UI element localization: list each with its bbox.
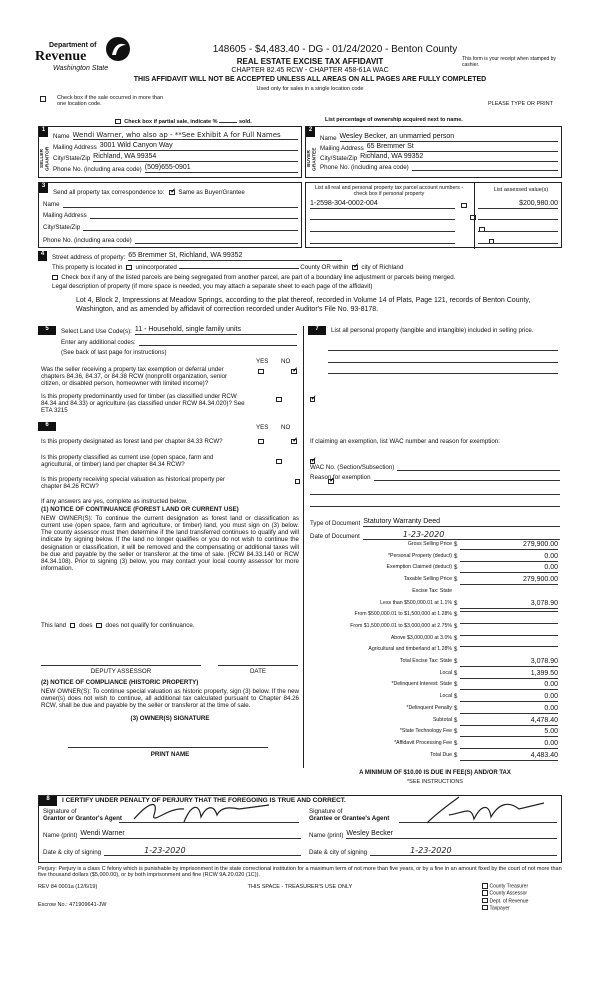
grantor-name-row: [43, 830, 301, 839]
buyer-address-row: [320, 143, 558, 152]
corr-phone-row: [43, 237, 298, 244]
tax-row-value[interactable]: 0.00: [460, 693, 558, 702]
tax-row-value[interactable]: [460, 646, 558, 647]
buyer-city-field[interactable]: Richland, WA 99352: [360, 153, 558, 162]
seller-address-label: Mailing Address: [53, 143, 97, 151]
grantee-sig-label-2: Grantee or Grantee's Agent: [309, 815, 390, 823]
additional-codes-field[interactable]: [139, 340, 297, 346]
seller-side-label: SELLER GRANTOR: [40, 146, 51, 172]
s5-q1-yes-checkbox[interactable]: [258, 369, 264, 375]
tax-row-dollar: $: [454, 635, 458, 642]
segregated-row: [52, 274, 557, 281]
reason-line-2[interactable]: [310, 489, 560, 495]
s5-no-header: NO: [281, 358, 291, 365]
buyer-city-row: [320, 153, 558, 162]
additional-codes-label: Enter any additional codes:: [61, 339, 136, 346]
personal-property-line-2[interactable]: [328, 357, 558, 363]
tax-row-label: Total Due: [430, 751, 452, 758]
grantee-name-row: [309, 830, 557, 839]
grantor-date-label: Date & city of signing: [43, 849, 102, 857]
section-4-number: 4: [38, 251, 47, 261]
tax-row-dollar: $: [454, 647, 458, 654]
seller-section: [38, 126, 302, 178]
tax-row-label: Less than $500,000.01 at 1.1%: [380, 599, 452, 606]
assessed-line-2[interactable]: [478, 214, 558, 220]
corr-name-row: [43, 201, 298, 208]
buyer-side-label: BUYER GRANTEE: [307, 147, 318, 171]
corr-address-row: [43, 212, 298, 219]
assessed-line-4[interactable]: [478, 238, 558, 244]
parcel-number-field[interactable]: 1-2598-304-0002-004: [310, 200, 455, 209]
multi-location-checkbox[interactable]: [40, 96, 46, 102]
grantee-signature-icon: [419, 793, 549, 827]
segregated-checkbox[interactable]: [52, 275, 58, 281]
buyer-phone-field[interactable]: [412, 170, 558, 171]
seller-city-row: [53, 153, 298, 162]
tax-row-label: Local: [439, 693, 452, 700]
s6-q1-no-checkbox[interactable]: [291, 439, 297, 445]
tax-row-dollar: $: [454, 542, 458, 548]
notice1-text: NEW OWNER(S): To continue the current designation as forest land or classification as current use (open space, farm and agriculture, or timber) land, you must sign on (3) below. The county assessor must then determine if the land transferred continues to qualify and will indicate by signing below. If the land no longer qualifies or you do not wish to continue the designation or classification, it will be removed and the compensating or additional taxes will be due and payable by the seller or transferor at the time of sale. (RCW 84.33.140 or RCW 84.34.108). Prior to signing (3) below, you may contact your local county assessor for more information.: [41, 515, 299, 572]
if-yes-note: If any answers are yes, complete as instructed below.: [41, 498, 188, 505]
land-does-checkbox[interactable]: [70, 623, 76, 629]
wac-row: [310, 464, 560, 471]
grantor-signature-icon: [129, 797, 279, 827]
personal-property-line-1[interactable]: [328, 345, 558, 351]
assessor-date-line[interactable]: [218, 660, 298, 666]
partial-sale-label: Check box if partial sale, indicate %: [124, 119, 218, 125]
tax-row-value[interactable]: 4,483.40: [460, 752, 558, 761]
seller-address-row: [53, 142, 298, 151]
corr-address-field[interactable]: [90, 213, 298, 219]
buyer-address-field[interactable]: 65 Bremmer St: [367, 143, 558, 152]
s6-question-3: Is this property receiving special valuation as historical property per chapter 84.26 RCW?: [41, 476, 225, 491]
grantee-sig-label-1: Signature of: [309, 808, 343, 815]
tax-row-value[interactable]: 279,900.00: [460, 576, 558, 585]
tax-row-dollar: $: [454, 659, 458, 665]
land-use-field[interactable]: 11 - Household, single family units: [135, 326, 297, 335]
parcel-header: List all real and personal property tax parcel account numbers - check box if personal property: [314, 185, 464, 198]
notice2-text: NEW OWNER(S): To continue special valuation as historic property, sign (3) below. If the new owner(s) does not wish to continue, all additional tax calculated pursuant to Chapter 84.26 RCW, shall be due and payable by the seller or transferor at the time of sale.: [41, 688, 299, 710]
property-section: [38, 251, 562, 323]
partial-sale-pct-field[interactable]: [219, 117, 237, 123]
tax-row-label: Exemption Claimed (deduct): [386, 564, 452, 571]
grantor-signature-line[interactable]: [119, 815, 299, 823]
corr-phone-field[interactable]: [135, 238, 298, 244]
form-warning: THIS AFFIDAVIT WILL NOT BE ACCEPTED UNLESS ALL AREAS ON ALL PAGES ARE FULLY COMPLETED: [133, 76, 487, 83]
tax-row-dollar: $: [454, 600, 458, 607]
exemption-label: If claiming an exemption, list WAC number and reason for exemption:: [310, 438, 500, 445]
seller-name-label: Name: [53, 132, 70, 140]
tax-row-dollar: $: [454, 553, 458, 560]
grantee-sig-label: [309, 808, 389, 822]
personal-property-line-3[interactable]: [328, 368, 558, 374]
city-checkbox[interactable]: [352, 265, 358, 271]
buyer-name-field[interactable]: Wesley Becker, an unmarried person: [340, 133, 558, 142]
location-row: [52, 263, 552, 271]
tax-row-label: Agricultural and timberland at 1.28%: [368, 646, 452, 653]
county-or-within: County OR within: [300, 264, 349, 271]
agency-line3: Washington State: [53, 65, 109, 72]
additional-codes-row: [61, 339, 297, 346]
this-land-label: This land: [41, 622, 67, 629]
s5-question-1: Was the seller receiving a property tax exemption or deferral under chapters 84.36, 84.37, or 84.38 RCW (nonprofit organization, senior citizen, or disabled person, homeowner with limited income)?: [41, 366, 228, 388]
s6-no-header: NO: [281, 424, 291, 431]
tax-row-dollar: $: [454, 565, 458, 572]
legal-description-text: Lot 4, Block 2, Impressions at Meadow Springs, according to the plat thereof, recorded in Volume 14 of Plats, Page 121, records of Benton County, Washington, and as amended by affidavit of correction recorded under Auditor's File No. 93-8178.: [76, 297, 531, 314]
buyer-phone-row: [320, 164, 558, 171]
tax-row-label: *State Technology Fee: [399, 728, 452, 735]
personal-property-section: [308, 326, 562, 526]
see-instructions-note: *SEE INSTRUCTIONS: [407, 779, 463, 785]
doc-date-row: [310, 530, 560, 540]
notice2-title: (2) NOTICE OF COMPLIANCE (HISTORIC PROPERTY): [41, 679, 199, 686]
tax-row-value[interactable]: 0.00: [460, 681, 558, 690]
tax-row-value[interactable]: 0.00: [460, 740, 558, 749]
tax-row-value[interactable]: 4,478.40: [460, 717, 558, 726]
buyer-section: [305, 126, 562, 178]
grantee-date-field[interactable]: 1-23-2020: [370, 846, 557, 856]
corr-city-row: [43, 224, 298, 231]
does-label: does: [79, 622, 93, 629]
doc-type-row: [310, 518, 560, 527]
agency-line2: Revenue: [35, 49, 87, 64]
street-row: [52, 252, 342, 261]
unincorporated-label: unincorporated: [135, 264, 177, 271]
minimum-due-note: A MINIMUM OF $10.00 IS DUE IN FEE(S) AND/OR TAX: [359, 770, 511, 776]
tax-row-label: From $1,500,000.01 to $3,000,000 at 2.75%: [350, 622, 452, 629]
unincorporated-checkbox[interactable]: [126, 265, 132, 271]
partial-sale-sold: sold.: [238, 119, 252, 125]
tax-row-dollar: $: [454, 752, 458, 759]
assessed-line-3[interactable]: [478, 226, 558, 232]
perjury-notice: Perjury: Perjury is a class C felony which is punishable by imprisonment in the state correctional institution for a maximum term of not more than five years, or by a fine in an amount fixed by the court of not more than five thousand dollars ($5,000.00), or by both imprisonment and fine (RCW 9A.20.020 (1C)).: [38, 866, 562, 879]
correspondence-section: [38, 182, 302, 248]
land-does-not-checkbox[interactable]: [96, 623, 102, 629]
doc-type-label: Type of Document: [310, 519, 361, 527]
s5-yes-header: YES: [256, 358, 269, 365]
tax-row-value[interactable]: 0.00: [460, 705, 558, 714]
seller-name-field[interactable]: Wendi Warner, who also ap - **See Exhibit A for Full Names: [73, 131, 298, 140]
special-designation-section: [38, 422, 302, 767]
corr-name-label: Name: [43, 201, 60, 208]
located-in-label: This property is located in: [52, 264, 123, 271]
tax-row-dollar: $: [454, 623, 458, 630]
see-back-note: (See back of last page for instructions): [61, 349, 167, 356]
dor-logo-icon: [105, 36, 131, 62]
doc-date-field[interactable]: 1-23-2020: [363, 530, 560, 540]
tax-row-dollar: $: [454, 740, 458, 747]
form-chapter: CHAPTER 82.45 RCW - CHAPTER 458-61A WAC: [231, 67, 389, 74]
copy-county-treasurer: County Treasurer: [482, 883, 562, 890]
tax-row-value[interactable]: 0.00: [460, 564, 558, 573]
tax-row-value[interactable]: [460, 623, 558, 624]
doc-type-field[interactable]: Statutory Warranty Deed: [363, 518, 560, 527]
recording-stamp: 148605 - $4,483.40 - DG - 01/24/2020 - Benton County: [212, 44, 458, 55]
single-location-note: Used only for sales in a single location code: [256, 86, 364, 92]
notice1-title: (1) NOTICE OF CONTINUANCE (FOREST LAND OR CURRENT USE): [41, 506, 239, 513]
personal-property-label: List all personal property (tangible and intangible) included in selling price.: [331, 327, 534, 334]
deputy-assessor-line[interactable]: [41, 660, 201, 666]
segregated-label: Check box if any of the listed parcels are being segregated from another parcel, are part of a boundary line adjustment or parcels being merged.: [61, 274, 456, 281]
parcel-line-2[interactable]: [310, 214, 455, 220]
reason-field[interactable]: [374, 475, 560, 481]
tax-row-label: Above $3,000,000 at 3.0%: [390, 634, 452, 641]
partial-sale-checkbox[interactable]: [115, 119, 121, 125]
tax-row-value[interactable]: 5.00: [460, 728, 558, 737]
reason-label: Reason for exemption: [310, 474, 371, 481]
grantee-signature-line[interactable]: [399, 815, 557, 823]
tax-row-label: Subtotal: [432, 716, 452, 723]
tax-row-label: Local: [439, 669, 452, 676]
section-3-number: 3: [39, 183, 48, 193]
seller-city-field[interactable]: Richland, WA 99354: [93, 153, 298, 162]
tax-row-dollar: $: [454, 670, 458, 677]
s6-q2-yes-checkbox[interactable]: [276, 459, 282, 465]
seller-city-label: City/State/Zip: [53, 154, 91, 162]
partial-sale-row: [115, 117, 252, 125]
street-label: Street address of property:: [52, 253, 126, 261]
tax-row-value[interactable]: 3,078.90: [460, 600, 558, 609]
tax-row-label: *Personal Property (deduct): [387, 552, 452, 559]
grantor-date-field[interactable]: 1-23-2020: [104, 846, 301, 856]
seller-name-row: [53, 131, 298, 140]
seller-phone-row: [53, 164, 298, 173]
street-field[interactable]: 65 Bremmer St, Richland, WA 99352: [128, 252, 342, 261]
parcel-section: [305, 182, 562, 248]
buyer-phone-label: Phone No. (including area code): [320, 164, 409, 171]
grantee-name-field[interactable]: Wesley Becker: [346, 830, 557, 839]
does-not-label: does not qualify for continuance.: [105, 622, 195, 629]
multi-location-label: Check box if the sale occurred in more than one location code.: [57, 95, 164, 108]
ownership-pct-note: List percentage of ownership acquired next to name.: [325, 117, 463, 123]
assessor-date-label: DATE: [249, 668, 267, 675]
escrow-number: Escrow No.: 471909641-JW: [38, 902, 107, 908]
tax-row-dollar: $: [454, 577, 458, 584]
wac-field[interactable]: [397, 465, 560, 471]
s6-q3-yes-checkbox[interactable]: [295, 479, 301, 485]
corr-name-field[interactable]: [63, 202, 298, 208]
s5-question-2: Is this property predominantly used for timber (as classified under RCW 84.34 and 84.33) or agriculture (as classified under RCW 84.34.020)? See ETA 3215: [41, 393, 245, 415]
copy-county-assessor: County Assessor: [482, 890, 562, 897]
tax-row-dollar: $: [454, 612, 458, 619]
reason-line-3[interactable]: [310, 501, 560, 507]
receipt-note: This form is your receipt when stamped by cashier.: [462, 56, 556, 68]
buyer-name-row: [320, 133, 558, 142]
tax-row-dollar: $: [454, 694, 458, 701]
owner-signature-label: (3) OWNER(S) SIGNATURE: [130, 715, 210, 722]
wac-label: WAC No. (Section/Subsection): [310, 464, 395, 471]
copy-taxpayer: Taxpayer: [482, 905, 562, 912]
same-as-buyer-label: Same as Buyer/Grantee: [178, 189, 245, 196]
city-of-label: city of Richland: [361, 264, 404, 271]
county-field[interactable]: [179, 263, 299, 269]
grantee-date-label: Date & city of signing: [309, 849, 368, 857]
grantee-date-row: [309, 846, 557, 856]
treasurer-space: THIS SPACE - TREASURER'S USE ONLY: [247, 884, 353, 890]
reason-row: [310, 474, 560, 481]
corr-city-field[interactable]: [83, 225, 298, 231]
s6-question-1: Is this property designated as forest land per chapter 84.33 RCW?: [41, 438, 223, 445]
section-8-number: 8: [39, 796, 57, 806]
certify-statement: I CERTIFY UNDER PENALTY OF PERJURY THAT THE FOREGOING IS TRUE AND CORRECT.: [62, 797, 346, 804]
s5-q1-no-checkbox[interactable]: [291, 369, 297, 375]
grantor-name-field[interactable]: Wendi Warner: [80, 830, 301, 839]
grantor-sig-label-2: Grantor or Grantor's Agent: [43, 815, 122, 823]
section-1-number: 1: [39, 127, 48, 137]
copy-dept-revenue: Dept. of Revenue: [482, 898, 562, 905]
corr-city-label: City/State/Zip: [43, 224, 81, 231]
tax-row-dollar: $: [454, 682, 458, 689]
land-use-row: [61, 326, 297, 335]
land-use-label: Select Land Use Code(s):: [61, 327, 132, 335]
s6-question-2: Is this property classified as current use (open space, farm and agricultural, or timber) land per chapter 84.34 RCW?: [41, 454, 214, 469]
grantee-name-label: Name (print): [309, 831, 344, 839]
s5-q2-yes-checkbox[interactable]: [276, 397, 282, 403]
parcel-personal-checkbox-2[interactable]: [470, 215, 476, 221]
tax-row-label: Taxable Selling Price: [403, 576, 452, 583]
tax-row-label: From $500,000.01 to $1,500,000 at 1.28%: [354, 611, 452, 618]
form-revision: REV 84 0001a (12/6/19): [38, 884, 98, 890]
parcel-personal-checkbox-1[interactable]: [461, 203, 467, 209]
parcel-line-3[interactable]: [310, 226, 455, 232]
tax-row-dollar: $: [454, 717, 458, 724]
parcel-line-4[interactable]: [310, 238, 455, 244]
seller-phone-label: Phone No. (including area code): [53, 165, 142, 173]
s6-yes-header: YES: [256, 424, 269, 431]
section-7-number: 7: [308, 326, 326, 335]
tax-calculation: [308, 540, 562, 765]
same-as-buyer-checkbox[interactable]: [169, 190, 175, 196]
tax-row-label: *Affidavit Processing Fee: [394, 739, 452, 746]
section-2-number: 2: [306, 127, 315, 137]
tax-row-label: *Delinquent Interest: State: [391, 681, 452, 688]
grantor-date-row: [43, 846, 301, 856]
tax-row-value[interactable]: 3,078.90: [460, 658, 558, 667]
doc-date-label: Date of Document: [310, 533, 360, 541]
land-use-section: [38, 326, 302, 420]
grantor-sig-label-1: Signature of: [43, 808, 77, 815]
grantor-sig-label: [43, 808, 122, 822]
assessed-value-field[interactable]: $200,980.00: [478, 200, 558, 209]
agency-line1: Department of: [49, 42, 97, 49]
owner-signature-line[interactable]: [68, 742, 268, 748]
send-label: Send all property tax correspondence to:: [53, 189, 165, 196]
form-title: REAL ESTATE EXCISE TAX AFFIDAVIT: [236, 57, 384, 66]
deputy-assessor-label: DEPUTY ASSESSOR: [90, 668, 152, 675]
section-5-number: 5: [38, 326, 56, 335]
tax-row-value[interactable]: 0.00: [460, 553, 558, 562]
dor-logo: [35, 40, 135, 74]
legal-description-label: Legal description of property (if more space is needed, you may attach a separate sheet to each page of the affidavit): [52, 283, 373, 290]
corr-address-label: Mailing Address: [43, 212, 87, 219]
corr-phone-label: Phone No. (including area code): [43, 237, 132, 244]
section-6-number: 6: [38, 422, 56, 431]
seller-address-field[interactable]: 3001 Wild Canyon Way: [100, 142, 298, 151]
tax-row-label: *Delinquent Penalty: [406, 704, 452, 711]
tax-row-value[interactable]: 279,900.00: [460, 541, 558, 550]
print-name-label: PRINT NAME: [150, 751, 190, 758]
tax-row-label: Total Excise Tax: State: [399, 658, 452, 664]
land-qualify-row: [41, 622, 195, 629]
tax-row-value[interactable]: [460, 635, 558, 636]
buyer-name-label: Name: [320, 134, 337, 142]
tax-row-label: Excise Tax: State: [412, 587, 452, 594]
seller-phone-field[interactable]: (509)655-0901: [145, 164, 298, 173]
tax-row-value[interactable]: 1,399.50: [460, 670, 558, 679]
column-divider: [303, 326, 304, 768]
s6-q1-yes-checkbox[interactable]: [258, 439, 264, 445]
tax-row-dollar: $: [454, 705, 458, 712]
please-type: PLEASE TYPE OR PRINT: [488, 101, 554, 107]
buyer-city-label: City/State/Zip: [320, 154, 358, 162]
grantor-name-label: Name (print): [43, 831, 78, 839]
tax-row-dollar: $: [454, 729, 458, 736]
buyer-address-label: Mailing Address: [320, 144, 364, 152]
tax-row-value[interactable]: [460, 611, 558, 612]
tax-row-label: Gross Selling Price: [407, 541, 452, 547]
assessed-header: List assessed value(s): [493, 187, 549, 193]
distribution-copies: [482, 883, 562, 912]
certification-section: [38, 795, 562, 863]
send-correspondence-row: [53, 189, 245, 196]
